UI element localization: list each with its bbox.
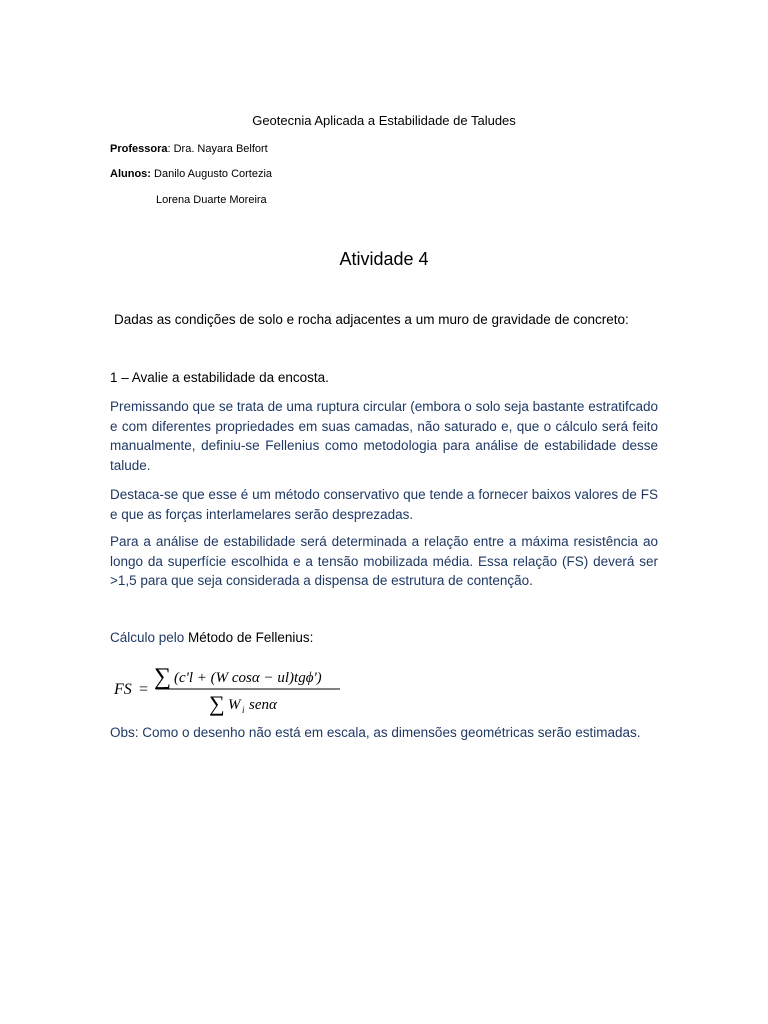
students-line xyxy=(110,168,272,180)
formula-lhs: FS xyxy=(114,681,132,698)
professor-line xyxy=(110,143,268,155)
professor-label: Professora xyxy=(110,143,168,155)
activity-title: Atividade 4 xyxy=(339,249,429,269)
question-1: 1 – Avalie a estabilidade da encosta. xyxy=(110,370,329,385)
student-1: Danilo Augusto Cortezia xyxy=(150,168,273,180)
paragraph-2: Destaca-se que esse é um método conservativo que tende a fornecer baixos valores de FS e que as forças interlamelares serão desprezadas. xyxy=(110,487,658,522)
observation-note: Obs: Como o desenho não está em escala, as dimensões geométricas serão estimadas. xyxy=(110,725,641,740)
formula-sum-bottom: ∑ xyxy=(209,691,225,716)
paragraph-1: Premissando que se trata de uma ruptura circular (embora o solo seja bastante estratifcado e com diferentes propriedades em suas camadas, não saturado e, que o cálculo será feito manualmente, definiu-se Fellenius como metodologia para análise de estabilidade desse talude. xyxy=(110,399,658,473)
professor-value: : Dra. Nayara Belfort xyxy=(167,143,268,155)
formula-denominator-w: W xyxy=(228,697,241,713)
formula-equals: = xyxy=(139,681,149,698)
course-title: Geotecnia Aplicada a Estabilidade de Taludes xyxy=(252,113,516,128)
activity-intro: Dadas as condições de solo e rocha adjacentes a um muro de gravidade de concreto: xyxy=(114,312,629,327)
paragraph-3: Para a análise de estabilidade será determinada a relação entre a máxima resistência ao longo da superfície escolhida e a tensão mobilizada média. Essa relação (FS) deverá ser >1,5 para que seja considerada a dispensa de estrutura de contenção. xyxy=(110,534,658,588)
students-label: Alunos: xyxy=(110,168,151,180)
calc-label xyxy=(110,630,313,645)
calc-method: Método de Fellenius: xyxy=(188,630,314,645)
calc-prefix: Cálculo pelo xyxy=(110,630,189,645)
formula-denominator-subscript: i xyxy=(242,705,245,715)
student-2: Lorena Duarte Moreira xyxy=(156,194,267,206)
fellenius-formula xyxy=(112,660,352,720)
formula-numerator: (c'l + (W cosα − ul)tgϕ') xyxy=(174,670,322,686)
formula-sum-top: ∑ xyxy=(154,664,172,690)
formula-denominator-rest: senα xyxy=(249,697,277,713)
